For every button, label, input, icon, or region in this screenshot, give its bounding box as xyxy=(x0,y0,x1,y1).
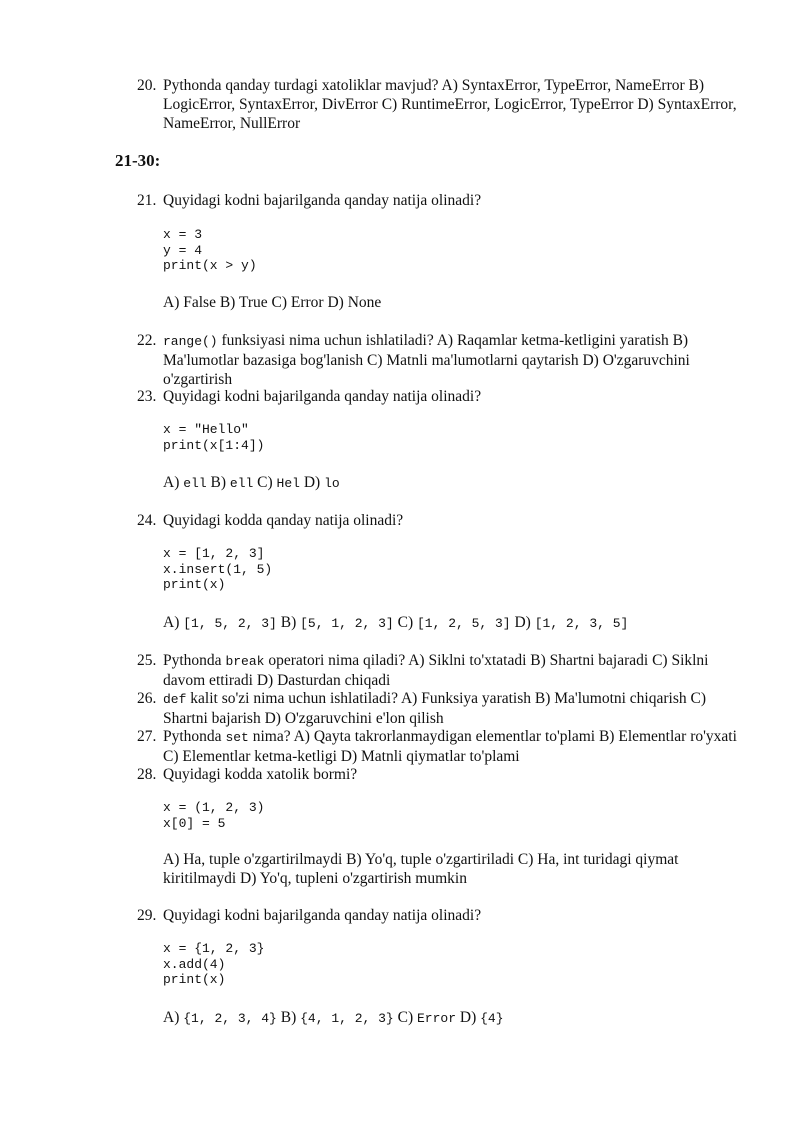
answer-options: A) Ha, tuple o'zgartirilmaydi B) Yo'q, tuple o'zgartiriladi C) Ha, int turidagi qiymat kiritilmaydi D) Yo'q, tupleni o'zgartirish mumkin xyxy=(163,851,679,887)
question-text: Quyidagi kodda xatolik bormi? xyxy=(163,766,358,783)
question-26 xyxy=(137,689,737,728)
question-number: 20. xyxy=(137,77,157,94)
question-text: Quyidagi kodda qanday natija olinadi? xyxy=(163,512,404,529)
question-number: 24. xyxy=(137,512,157,529)
answer-options: A) {1, 2, 3, 4} B) {4, 1, 2, 3} C) Error D) {4} xyxy=(163,1009,504,1026)
question-number: 23. xyxy=(137,388,157,405)
inline-code: set xyxy=(225,730,249,745)
question-20 xyxy=(137,76,737,133)
inline-code: def xyxy=(163,692,187,707)
answer-options: A) ell B) ell C) Hel D) lo xyxy=(163,474,340,491)
question-text: Quyidagi kodni bajarilganda qanday natija olinadi? xyxy=(163,907,482,924)
question-29 xyxy=(137,906,737,925)
question-text: def kalit so'zi nima uchun ishlatiladi? A) Funksiya yaratish B) Ma'lumotni chiqarish C) Shartni bajarish D) O'zgaruvchini e'lon qilish xyxy=(163,690,706,727)
question-24 xyxy=(137,511,737,530)
question-23 xyxy=(137,387,737,406)
question-number: 27. xyxy=(137,728,157,745)
question-text: Pythonda qanday turdagi xatoliklar mavjud? A) SyntaxError, TypeError, NameError B) LogicError, SyntaxError, DivError C) RuntimeError, LogicError, TypeError D) SyntaxError, NameError, NullError xyxy=(163,77,737,132)
question-number: 21. xyxy=(137,192,157,209)
question-number: 25. xyxy=(137,652,157,669)
question-27 xyxy=(137,727,737,766)
question-25 xyxy=(137,651,737,690)
question-text: Quyidagi kodni bajarilganda qanday natija olinadi? xyxy=(163,388,482,405)
question-number: 22. xyxy=(137,332,157,349)
question-21 xyxy=(137,191,737,210)
code-block: x = "Hello" print(x[1:4]) xyxy=(163,422,265,453)
question-text: Pythonda break operatori nima qiladi? A) Siklni to'xtatadi B) Shartni bajaradi C) Siklni davom ettiradi D) Dasturdan chiqadi xyxy=(163,652,709,689)
question-number: 29. xyxy=(137,907,157,924)
question-22 xyxy=(137,331,737,389)
answer-options: A) [1, 5, 2, 3] B) [5, 1, 2, 3] C) [1, 2, 5, 3] D) [1, 2, 3, 5] xyxy=(163,614,629,631)
question-number: 28. xyxy=(137,766,157,783)
code-block: x = {1, 2, 3} x.add(4) print(x) xyxy=(163,941,265,987)
inline-code: range() xyxy=(163,334,218,349)
code-block: x = (1, 2, 3) x[0] = 5 xyxy=(163,800,265,831)
question-text: Quyidagi kodni bajarilganda qanday natija olinadi? xyxy=(163,192,482,209)
code-block: x = [1, 2, 3] x.insert(1, 5) print(x) xyxy=(163,546,273,592)
question-text: range() funksiyasi nima uchun ishlatiladi? A) Raqamlar ketma-ketligini yaratish B) Ma'lumotlar bazasiga bog'lanish C) Matnli ma'lumotlarni qaytarish D) O'zgaruvchini o'zgartirish xyxy=(163,332,690,388)
question-text: Pythonda set nima? A) Qayta takrorlanmaydigan elementlar to'plami B) Elementlar ro'yxati C) Elementlar ketma-ketligi D) Matnli qiymatlar to'plami xyxy=(163,728,737,765)
question-number: 26. xyxy=(137,690,157,707)
inline-code: break xyxy=(225,654,265,669)
answer-options: A) False B) True C) Error D) None xyxy=(163,294,382,311)
section-heading: 21-30: xyxy=(115,151,161,170)
question-28 xyxy=(137,765,737,784)
code-block: x = 3 y = 4 print(x > y) xyxy=(163,227,257,273)
